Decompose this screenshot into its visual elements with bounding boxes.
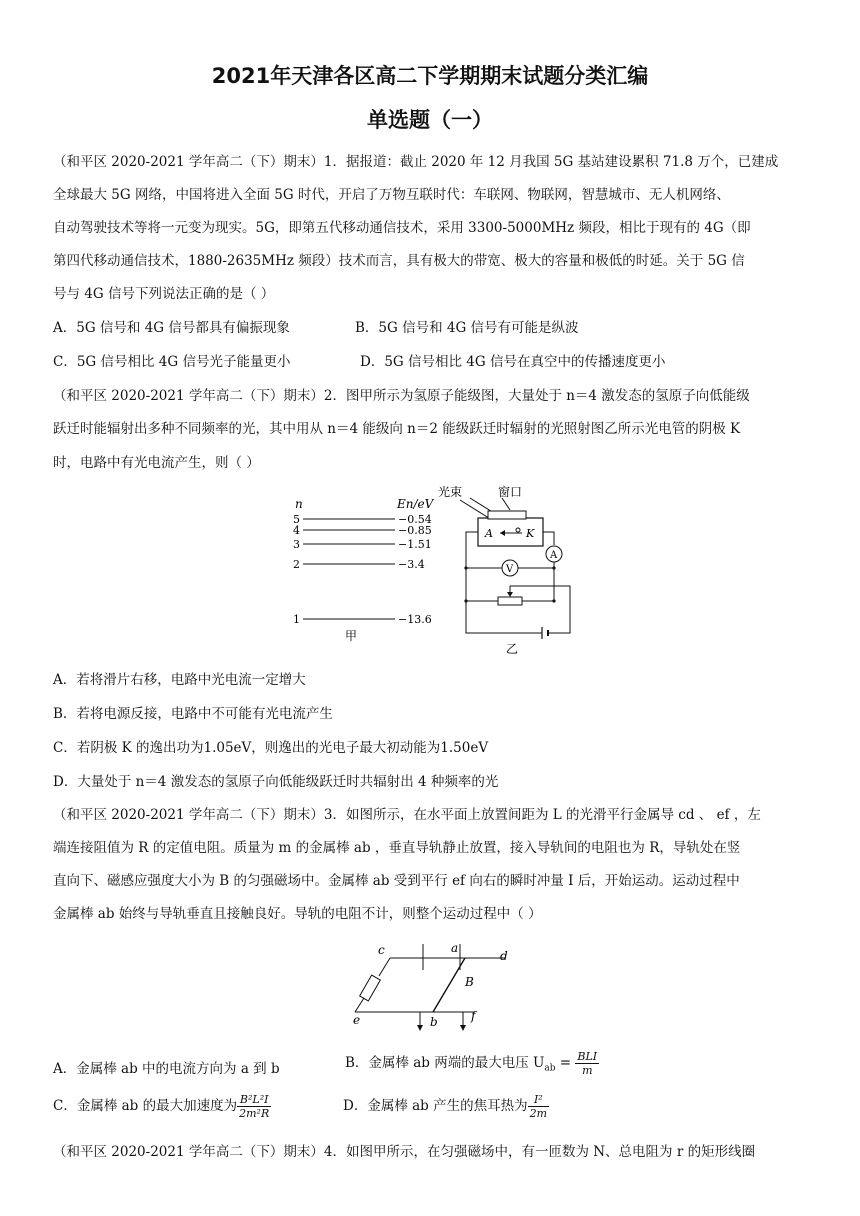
level-3 bbox=[293, 538, 432, 551]
q1-option-c: C．5G 信号相比 4G 信号光子能量更小 bbox=[53, 354, 291, 370]
q3-option-b: B．金属棒 ab 两端的最大电压 $U_{ab}$ = $\frac{\text{BLI}}{m}$ bbox=[345, 1050, 598, 1077]
n-axis-label: n bbox=[295, 497, 303, 511]
q2-option-a: A．若将滑片右移，电路中光电流一定增大 bbox=[53, 672, 306, 688]
level-1 bbox=[293, 613, 432, 626]
window-pointer bbox=[502, 498, 510, 510]
q1-option-a: A．5G 信号和 4G 信号都具有偏振现象 bbox=[53, 320, 290, 336]
voltage-fraction: $\frac{\text{BLI}}{m}$ bbox=[577, 1050, 598, 1077]
label-e: e bbox=[353, 1013, 361, 1027]
label-a: a bbox=[451, 941, 459, 955]
acceleration-fraction: $\frac{\text{B²L²I}}{\text{2m²R}}$ bbox=[239, 1093, 270, 1120]
photocell-circuit-diagram bbox=[430, 478, 580, 658]
label-b: b bbox=[430, 1015, 438, 1029]
svg-text:3: 3 bbox=[293, 538, 300, 551]
rail-diagram bbox=[345, 932, 525, 1032]
q1-line-4: 第四代移动通信技术，1880-2635MHz 频段）技术而言，具有极大的带宽、极大的容量和极低的时延。关于 5G 信 bbox=[53, 253, 745, 269]
section-title: 单选题（一） bbox=[367, 108, 493, 132]
right-wire-top bbox=[543, 532, 554, 545]
q3-line-4: 金属棒 ab 始终与导轨垂直且接触良好。导轨的电阻不计，则整个运动过程中（ ） bbox=[53, 906, 542, 922]
cathode-label: K bbox=[526, 527, 535, 540]
q3-line-3: 直向下、磁感应强度大小为 B 的匀强磁场中。金属棒 ab 受到平行 ef 向右的瞬时冲量 I 后，开始运动。运动过程中 bbox=[53, 873, 740, 889]
document-title: 2021年天津各区高二下学期期末试题分类汇编 bbox=[211, 64, 649, 88]
figure-label-jia: 甲 bbox=[345, 629, 358, 643]
window-label: 窗口 bbox=[498, 485, 523, 499]
q3-option-c: C．金属棒 ab 的最大加速度为 $\frac{\text{B²L²I}}{\text{2m²R}}$ bbox=[53, 1093, 270, 1120]
rheostat bbox=[498, 597, 522, 605]
q2-line-1: （和平区 2020-2021 学年高二（下）期末）2．图甲所示为氢原子能级图，大量处于 n＝4 激发态的氢原子向低能级 bbox=[53, 388, 750, 404]
svg-text:−3.4: −3.4 bbox=[398, 558, 425, 571]
light-beam-label: 光束 bbox=[438, 485, 463, 499]
svg-text:4: 4 bbox=[293, 524, 300, 537]
level-4 bbox=[293, 524, 432, 537]
svg-text:2: 2 bbox=[293, 558, 300, 571]
svg-text:5: 5 bbox=[293, 513, 300, 526]
q2-line-3: 时，电路中有光电流产生，则（ ） bbox=[53, 455, 260, 471]
q4-line-1: （和平区 2020-2021 学年高二（下）期末）4．如图甲所示，在匀强磁场中，有一匝数为 N、总电阻为 r 的矩形线圈 bbox=[53, 1144, 756, 1160]
anode-label: A bbox=[485, 527, 493, 540]
heat-fraction: $\frac{\text{I²}}{2m}$ bbox=[529, 1093, 548, 1120]
level-2 bbox=[293, 558, 425, 571]
slider-wire bbox=[510, 586, 570, 633]
resistor-R bbox=[360, 975, 381, 1001]
label-d: d bbox=[500, 949, 508, 963]
q2-option-b: B．若将电源反接，电路中不可能有光电流产生 bbox=[53, 706, 333, 722]
q1-line-3: 自动驾驶技术等将一元变为现实。5G，即第五代移动通信技术，采用 3300-5000MHz 频段，相比于现有的 4G（即 bbox=[53, 220, 751, 236]
tube-window bbox=[488, 511, 526, 519]
slider-arrowhead bbox=[507, 592, 513, 597]
label-f: f bbox=[471, 1009, 476, 1023]
q3-line-2: 端连接阻值为 R 的定值电阻。质量为 m 的金属棒 ab ，垂直导轨静止放置，接入导轨间的电阻也为 R，导轨处在竖 bbox=[53, 840, 741, 856]
svg-text:−13.6: −13.6 bbox=[398, 613, 432, 626]
label-c: c bbox=[378, 943, 385, 957]
q2-option-c: C．若阴极 K 的逸出功为1.05eV，则逸出的光电子最大初动能为1.50eV bbox=[53, 740, 489, 756]
q3-line-1: （和平区 2020-2021 学年高二（下）期末）3．如图所示，在水平面上放置间距为 L 的光滑平行金属导 cd 、 ef ，左 bbox=[53, 807, 761, 823]
svg-text:1: 1 bbox=[293, 613, 300, 626]
q1-line-2: 全球最大 5G 网络，中国将进入全面 5G 时代，开启了万物互联时代：车联网、物联网，智慧城市、无人机网络、 bbox=[53, 187, 730, 203]
svg-text:−0.85: −0.85 bbox=[398, 524, 432, 537]
q3-option-a: A．金属棒 ab 中的电流方向为 a 到 b bbox=[53, 1061, 280, 1077]
q2-option-d: D．大量处于 n＝4 激发态的氢原子向低能级跃迁时共辐射出 4 种频率的光 bbox=[53, 774, 499, 790]
q1-line-5: 号与 4G 信号下列说法正确的是（ ） bbox=[53, 286, 275, 302]
q1-line-1: （和平区 2020-2021 学年高二（下）期末）1．据报道：截止 2020 年 12 月我国 5G 基站建设累积 71.8 万个，已建成 bbox=[53, 154, 779, 170]
q1-option-d: D．5G 信号相比 4G 信号在真空中的传播速度更小 bbox=[360, 354, 666, 370]
q1-option-b: B．5G 信号和 4G 信号有可能是纵波 bbox=[355, 320, 579, 336]
energy-axis-label: En/eV bbox=[397, 497, 434, 511]
q3-option-d: D．金属棒 ab 产生的焦耳热为 $\frac{\text{I²}}{2m}$ bbox=[343, 1093, 548, 1120]
left-wire bbox=[466, 532, 542, 633]
voltmeter-label: V bbox=[506, 564, 514, 575]
energy-level-diagram bbox=[285, 478, 445, 648]
ammeter-label: A bbox=[550, 550, 558, 561]
svg-text:−0.54: −0.54 bbox=[398, 513, 432, 526]
figure-label-yi: 乙 bbox=[506, 642, 519, 656]
label-B: B bbox=[465, 975, 474, 989]
svg-text:−1.51: −1.51 bbox=[398, 538, 432, 551]
q2-line-2: 跃迁时能辐射出多种不同频率的光，其中用从 n＝4 能级向 n＝2 能级跃迁时辐射的光照射图乙所示光电管的阴极 K bbox=[53, 421, 741, 437]
